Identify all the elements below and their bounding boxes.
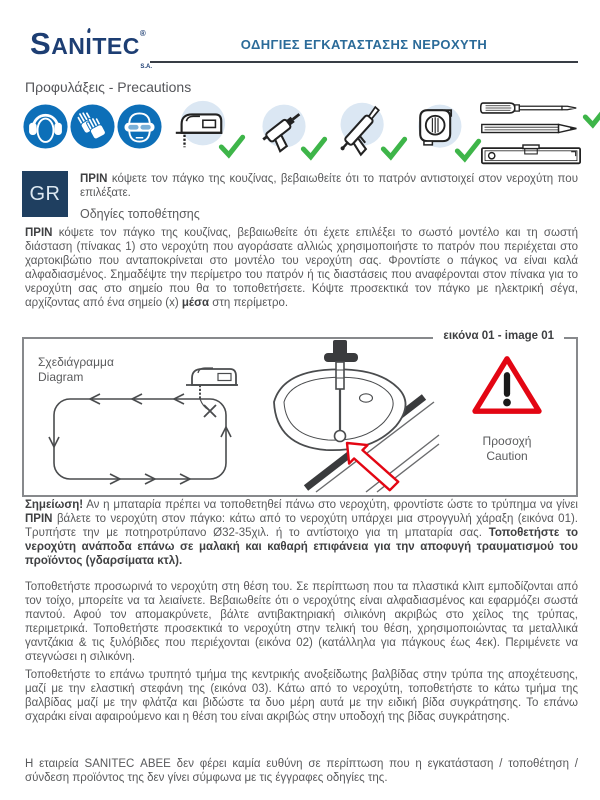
sanitec-logo: SANI TEC® S.A. xyxy=(30,26,152,70)
jigsaw-tool xyxy=(168,98,230,161)
valve-paragraph: Τοποθετήστε το επάνω τρυπητό τμήμα της κεντρικής ανοξείδωτης βαλβίδας στην τρύπα της αποχέτευσης, μαζί με την ελαστική στεφάνη της (εικόνα 03). Κάτω από το νεροχύτη, τοποθετήστε το κάτω τμήμα της βαλβίδας μαζί με την φλάτζα και βιδώστε τα δυο μέρη αυτά με την ειδική βίδα συγκράτησης. Το επάνω σχαράκι είναι αφαιρούμενο και η θέση του είναι ακριβώς στην υποδοχή της βίδας συγκράτησης. xyxy=(25,669,578,723)
figure-01 xyxy=(22,330,578,497)
caulk-gun-tool xyxy=(334,98,394,163)
check-icon xyxy=(380,136,408,161)
ear-protection-icon xyxy=(23,104,68,149)
caution-block xyxy=(442,353,572,464)
title-rule xyxy=(150,61,578,63)
gr-language-badge: GR xyxy=(22,171,68,217)
check-icon xyxy=(454,138,482,163)
registered-mark: ® xyxy=(139,29,146,38)
drill-tool xyxy=(254,98,314,163)
figure-label: εικόνα 01 - image 01 xyxy=(433,330,564,342)
placement-paragraph: Τοποθετήστε προσωρινά το νεροχύτη στη θέση του. Σε περίπτωση που τα πλαστικά κλιπ εμποδίζονται από τον τοίχο, μπορείτε να τα λειαίνετε. Βεβαιωθείτε ότι ο νεροχύτης είναι αλφαδιασμένος και εφαρμόζει σωστά παντού. Αφού τον απομακρύνετε, βάλτε αντιβακτηριακή σιλικόνη ακριβώς στο χείλος της τρύπας, περιμετρικά. Τοποθετήστε προσεκτικά το νεροχύτη στην τελική του θέση, χρησιμοποιώντας τα μεταλλικά γαντζάκια & τις ξυλόβιδες που περιέχονται (εικόνα 02) (κατάλληλα για πάγκους έως 4εκ). Περιμένετε να στεγνώσει η σιλικόνη. xyxy=(25,581,578,663)
sink-drilling-illustration xyxy=(246,340,441,494)
diagram-label: Σχεδιάγραμμα Diagram xyxy=(38,355,114,384)
disclaimer-paragraph: Η εταιρεία SANITEC ΑΒΕΕ δεν φέρει καμία ευθύνη σε περίπτωση που η εγκατάσταση / τοποθέτηση / σύνδεση προϊόντος της δεν γίνει σύμφωνα με τις έγγραφες οδηγίες της. xyxy=(25,758,578,784)
precaution-icons-row xyxy=(20,98,586,164)
warning-triangle-icon xyxy=(470,353,544,417)
check-icon xyxy=(300,136,328,161)
safety-goggles-icon xyxy=(117,104,162,149)
pencil-icon xyxy=(480,122,580,135)
page-title: ΟΔΗΓΙΕΣ ΕΓΚΑΤΑΣΤΑΣΗΣ ΝΕΡΟΧΥΤΗ xyxy=(240,37,488,52)
install-heading: Οδηγίες τοποθέτησης xyxy=(80,207,200,221)
gloves-icon xyxy=(70,104,115,149)
gr-intro-text: ΠΡΙΝ κόψετε τον πάγκο της κουζίνας, βεβαιωθείτε ότι το πατρόν αντιστοιχεί στον νεροχύτη που επιλέξατε. xyxy=(80,173,578,199)
spirit-level-icon xyxy=(480,141,582,166)
logo-sa-suffix: S.A. xyxy=(140,64,152,70)
note-paragraph: Σημείωση! Αν η μπαταρία πρέπει να τοποθετηθεί πάνω στο νεροχύτη, φροντίστε ώστε το τρύπημα να γίνει ΠΡΙΝ βάλετε το νεροχύτη στον πάγκο: κάτω από το νεροχύτη υπάρχει μια στρογγυλή χάραξη (εικόνα 01). Τρυπήστε την με ποτηροτρύπανο Ø32-35χιλ. ή το αντίστοιχο για τη μπαταρία σας. Τοποθετήστε το νεροχύτη ανάποδα επάνω σε μαλακή και καθαρή επιφάνεια για την αποφυγή τραυματισμού του προϊόντος (γδαρσίματα κτλ). xyxy=(25,499,578,567)
screwdriver-icon xyxy=(480,100,580,116)
hand-tools-group xyxy=(480,100,586,171)
install-paragraph: ΠΡΙΝ κόψετε τον πάγκο της κουζίνας, βεβαιωθείτε ότι έχετε επιλέξει το σωστό μοντέλο και τη σωστή διάσταση (πίνακας 1) στο νεροχύτη που αγοράσατε αλλιώς χρησιμοποιήστε το πατρόν που περιέχεται στο χαρτοκιβώτιο που ανταποκρίνεται στο μοντέλο του νεροχύτη σας. Φροντίστε ο πάγκος να είναι καλά αλφαδιασμένος. Σημαδέψτε την περίμετρο του πατρόν ή τις διαστάσεις που αναφέρονται στον πίνακα για το νεροχύτη σας στο σημείο που θα το τοποθετήσετε. Κόψτε προσεκτικά τον πάγκο με ηλεκτρική σέγα, αρχίζοντας από ένα σημείο (x) μέσα στη περίμετρο. xyxy=(25,227,578,309)
check-icon xyxy=(218,134,246,159)
check-icon xyxy=(582,104,600,129)
cutting-diagram xyxy=(40,347,240,487)
precautions-heading: Προφυλάξεις - Precautions xyxy=(25,79,192,95)
tape-measure-tool xyxy=(408,98,468,163)
caution-label: Προσοχή Caution xyxy=(482,434,532,463)
logo-text: S xyxy=(30,26,52,61)
